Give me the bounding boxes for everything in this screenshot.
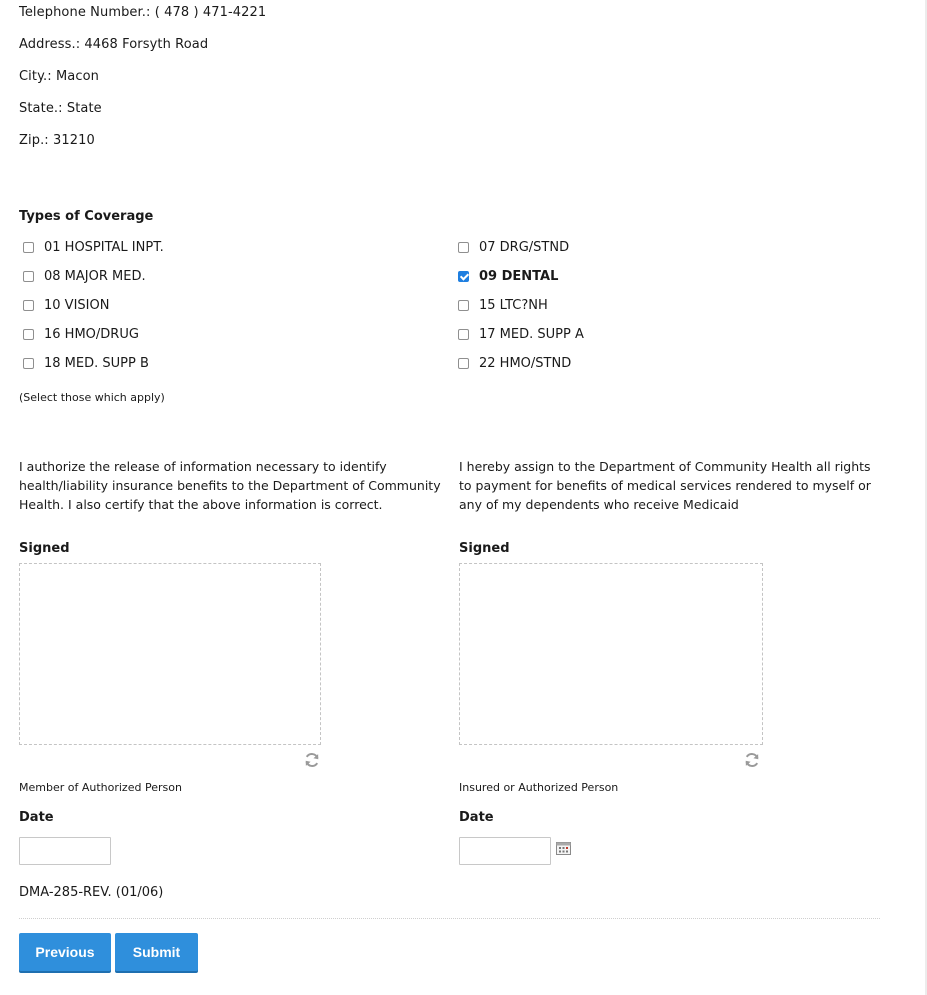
coverage-hint: (Select those which apply) [19, 391, 165, 404]
coverage-option-17[interactable] [458, 327, 584, 342]
date-input-member[interactable] [19, 837, 111, 865]
checkbox[interactable] [23, 242, 34, 253]
coverage-option-16[interactable] [23, 327, 139, 342]
checkbox-label: 01 HOSPITAL INPT. [44, 240, 164, 255]
signature-caption-insured: Insured or Authorized Person [459, 781, 619, 794]
checkbox-label: 17 MED. SUPP A [479, 327, 584, 342]
divider [19, 918, 880, 919]
signed-label-left: Signed [19, 541, 70, 556]
assignment-statement: I hereby assign to the Department of Community Health all rights to payment for benefits of medical services rendered to myself or any of my dependents who receive Medicaid [459, 459, 871, 512]
signature-pad-insured[interactable] [459, 563, 763, 745]
zip-text: Zip.: 31210 [19, 133, 95, 148]
signature-caption-member: Member of Authorized Person [19, 781, 182, 794]
date-label-right: Date [459, 810, 494, 825]
coverage-option-07[interactable] [458, 240, 569, 255]
checkbox[interactable] [23, 300, 34, 311]
checkbox-label: 16 HMO/DRUG [44, 327, 139, 342]
coverage-option-15[interactable] [458, 298, 548, 313]
date-label-left: Date [19, 810, 54, 825]
checkbox-label: 08 MAJOR MED. [44, 269, 146, 284]
coverage-option-22[interactable] [458, 356, 571, 371]
checkbox[interactable] [23, 271, 34, 282]
checkbox[interactable] [458, 358, 469, 369]
previous-button[interactable]: Previous [19, 933, 111, 971]
submit-button[interactable]: Submit [115, 933, 198, 971]
refresh-icon[interactable] [743, 751, 761, 769]
address-text: Address.: 4468 Forsyth Road [19, 37, 209, 52]
calendar-icon[interactable] [556, 842, 571, 855]
coverage-option-18[interactable] [23, 356, 149, 371]
checkbox[interactable] [458, 329, 469, 340]
city-text: City.: Macon [19, 69, 99, 84]
telephone-text: Telephone Number.: ( 478 ) 471-4221 [19, 5, 267, 20]
checkbox[interactable] [23, 358, 34, 369]
form-code: DMA-285-REV. (01/06) [19, 885, 164, 900]
coverage-option-01[interactable] [23, 240, 164, 255]
checkbox-label: 07 DRG/STND [479, 240, 570, 255]
checkbox-label: 15 LTC?NH [479, 298, 548, 313]
state-text: State.: State [19, 101, 102, 116]
checkbox-label: 09 DENTAL [479, 269, 559, 284]
coverage-option-09[interactable] [458, 269, 558, 284]
checkbox-label: 18 MED. SUPP B [44, 356, 149, 371]
coverage-option-08[interactable] [23, 269, 146, 284]
checkbox[interactable] [23, 329, 34, 340]
checkbox-label: 22 HMO/STND [479, 356, 572, 371]
checkbox-label: 10 VISION [44, 298, 110, 313]
checkbox[interactable] [458, 242, 469, 253]
coverage-heading: Types of Coverage [19, 209, 154, 224]
authorization-statement: I authorize the release of information necessary to identify health/liability insurance benefits to the Department of Community Health. I also certify that the above information is correct. [19, 459, 441, 512]
checkbox[interactable] [458, 300, 469, 311]
signature-pad-member[interactable] [19, 563, 321, 745]
signed-label-right: Signed [459, 541, 510, 556]
date-input-insured[interactable] [459, 837, 551, 865]
checkbox-checked[interactable] [458, 271, 469, 282]
coverage-option-10[interactable] [23, 298, 109, 313]
refresh-icon[interactable] [303, 751, 321, 769]
